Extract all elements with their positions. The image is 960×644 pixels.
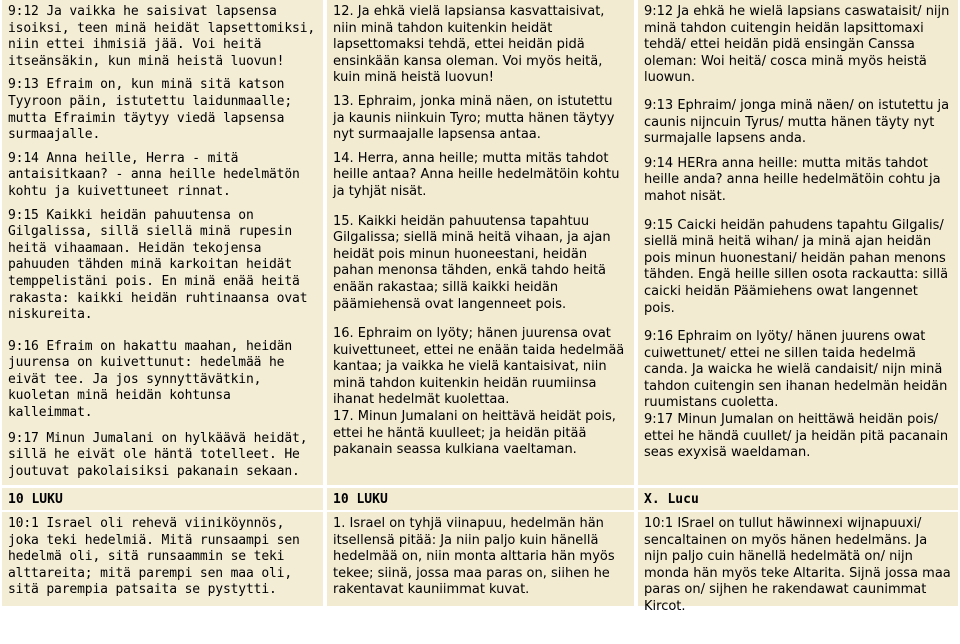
verse-cell <box>638 0 958 485</box>
verse-cell <box>638 512 958 614</box>
chapter-heading: 10 LUKU <box>333 492 388 507</box>
chapter-heading: 10 LUKU <box>8 492 63 507</box>
verse-text: 14. Herra, anna heille; mutta mitäs tahdot heille antaa? Anna heille hedelmätöin kohtu ja tyhjät nisät. <box>333 150 620 199</box>
verse-text: 9:13 Ephraim/ jonga minä näen/ on istutettu ja caunis nijncuin Tyrus/ mutta hänen täyty nyt surmajalle lapsens anda. <box>644 97 950 147</box>
column-1776-finnish <box>325 0 636 488</box>
verse-text: 16. Ephraim on lyöty; hänen juurensa ovat kuivettuneet, ettei ne enään taida hedelmää kantaa; ja vaikka he vielä kantaisivat, niin minä tahdon kuitenkin heidän ruumiinsa ihanat hedelmät kuolettaa. <box>333 326 625 408</box>
heading-box <box>2 488 323 510</box>
verse-text: 9:15 Caicki heidän pahudens tapahtu Gilgalis/ siellä minä heitä wihan/ ja minä ajan heidän pois minun huonestani/ heidän pahan menons tähden. Engä heille sillen osota rackautta: sillä caicki heidän Päämiehens owat langennet pois. <box>644 217 949 316</box>
verse-text: 9:14 Anna heille, Herra - mitä antaisitkaan? - anna heille hedelmätön kohtu ja kuivettuneet rinnat. <box>8 150 300 199</box>
verse-text: 13. Ephraim, jonka minä näen, on istutettu ja kaunis niinkuin Tyro; mutta hänen täytyy nyt surmaajalle lapsensa antaa. <box>333 93 615 143</box>
column-1642-finnish <box>636 512 960 614</box>
verse-text: 10:1 ISrael on tullut häwinnexi wijnapuuxi/ sencaltainen on myös hänen hedelmäns. Ja nijn paljo cuin hänellä hedelmätä on/ nijn monda hän myös teke Altarita. Sijnä jossa maa paras on/ sijhen he rakendawat caunimmat Kircot. <box>644 516 951 614</box>
verse-text: 10:1 Israel oli rehevä viiniköynnös, joka teki hedelmiä. Mitä runsaampi sen hedelmä oli, sitä runsaammin se teki alttareita; mitä parempi sen maa oli, sitä parempia patsaita se pystytti. <box>8 516 300 598</box>
verse-text: 9:12 Ja ehkä he wielä lapsians caswataisit/ nijn minä tahdon cuitengin heidän lapsittomaxi tehdä/ ettei heidän pidä ensingän Canssa oleman: Woi heitä/ cosca minä myös heistä luowun. <box>644 4 950 86</box>
column-1642-finnish <box>636 0 960 488</box>
chapter-heading: X. Lucu <box>644 492 699 507</box>
verse-text: 12. Ja ehkä vielä lapsiansa kasvattaisivat, niin minä tahdon kuitenkin heidät lapsettomaksi tehdä, ettei heidän pidä ensinkään kansa oleman. Voi myös heitä, kuin minä heistä luovun! <box>333 4 605 86</box>
chapter-heading-cell <box>0 488 325 512</box>
chapter-heading-cell <box>636 488 960 512</box>
heading-box <box>327 488 634 510</box>
heading-box <box>638 488 958 510</box>
verse-text: 9:17 Minun Jumalani on hylkäävä heidät, sillä he eivät ole häntä totelleet. He joutuvat pakolaisiksi pakanain sekaan. <box>8 430 308 479</box>
verse-text: 9:17 Minun Jumalan on heittäwä heidän pois/ ettei he händä cuullet/ ja heidän pitä pacanain seas exyxisä waeldaman. <box>644 412 949 461</box>
column-modern-finnish <box>0 512 325 609</box>
verse-cell <box>2 512 323 606</box>
verse-text: 15. Kaikki heidän pahuutensa tapahtuu Gilgalissa; siellä minä heitä vihaan, ja ajan heidät pois minun huoneestani, heidän pahan menonsa tähden, enkä tahdo heitä enään rakastaa; sillä kaikki heidän päämiehensä ovat langenneet pois. <box>333 213 611 312</box>
verse-text: 9:12 Ja vaikka he saisivat lapsensa isoiksi, teen minä heidät lapsettomiksi, niin ettei ihmisiä jää. Voi heitä itseänsäkin, kun minä heistä luovun! <box>8 4 316 69</box>
verse-cell <box>2 0 323 485</box>
verse-cell <box>327 512 634 606</box>
verse-text: 17. Minun Jumalani on heittävä heidät pois, ettei he häntä kuulleet; ja heidän pitää pakanain seassa kulkiana vaeltaman. <box>333 409 616 458</box>
verse-text: 1. Israel on tyhjä viinapuu, hedelmän hän itsellensä pitää: Ja niin paljo kuin hänellä hedelmää on, niin monta alttaria hän myös tekee; siinä, jossa maa paras on, siihen he rakentavat kauniimmat kuvat. <box>333 516 615 598</box>
column-1776-finnish <box>325 512 636 609</box>
verse-cell <box>327 0 634 485</box>
verse-text: 9:16 Ephraim on lyöty/ hänen juurens owat cuiwettunet/ ettei ne sillen taida hedelmä canda. Ja waicka he wielä candaisit/ nijn minä tahdon cuitengin sen ihanan hedelmän heidän ruumistans cuoletta. <box>644 329 948 411</box>
verse-text: 9:13 Efraim on, kun minä sitä katson Tyyroon päin, istutettu laidunmaalle; mutta Efraimin täytyy viedä lapsensa surmaajalle. <box>8 77 293 143</box>
column-modern-finnish <box>0 0 325 488</box>
verse-text: 9:15 Kaikki heidän pahuutensa on Gilgalissa, sillä siellä minä rupesin heitä vihaamaan. Heidän tekojensa pahuuden tähden minä karkoitan heidät temppelistäni pois. En minä enää heitä rakasta: kaikki heidän ruhtinaansa ovat niskureita. <box>8 207 308 323</box>
chapter-heading-cell <box>325 488 636 512</box>
table-row <box>0 488 960 512</box>
verse-text: 9:16 Efraim on hakattu maahan, heidän juurensa on kuivettunut: hedelmää he eivät tee. Ja jos synnyttävätkin, kuoletan minä heidän kohtunsa kalleimmat. <box>8 338 293 421</box>
table-row <box>0 512 960 609</box>
verse-text: 9:14 HERra anna heille: mutta mitäs tahdot heille anda? anna heille hedelmätöin cohtu ja mahot nisät. <box>644 155 941 204</box>
